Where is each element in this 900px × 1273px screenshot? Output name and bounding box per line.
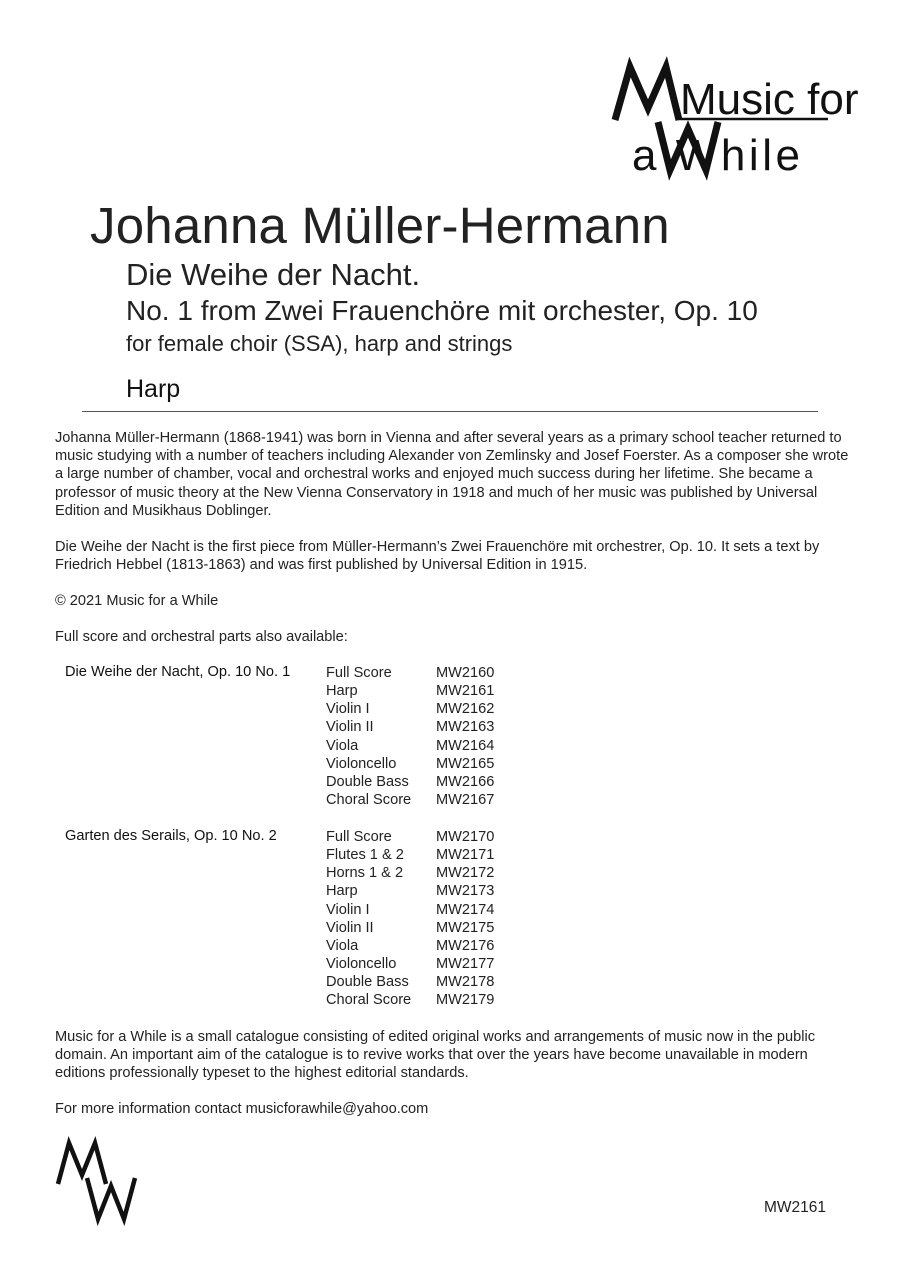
- catalogue-number-list: [436, 828, 494, 1010]
- logo-line2: a While: [632, 131, 800, 180]
- catalogue-number: MW2160: [436, 665, 495, 681]
- catalogue-part: Violin II: [326, 919, 374, 936]
- catalogue-part-list: [326, 828, 411, 1010]
- catalogue-part: Harp: [326, 683, 358, 700]
- catalogue-number: MW2178: [436, 974, 495, 991]
- work-source: No. 1 from Zwei Frauenchöre mit orchester, Op. 10: [126, 295, 758, 326]
- catalogue-number: MW2173: [436, 883, 495, 900]
- catalogue-number: MW2179: [436, 992, 495, 1009]
- catalogue-number: MW2166: [436, 773, 495, 790]
- catalogue-part: Choral Score: [326, 992, 412, 1009]
- catalogue-number: MW2174: [436, 901, 495, 918]
- catalogue-number: MW2172: [436, 865, 495, 882]
- catalogue-number: MW2175: [436, 919, 495, 936]
- catalogue-number: MW2176: [436, 937, 495, 954]
- work-description: Die Weihe der Nacht is the first piece from Müller-Hermann’s Zwei Frauenchöre mit orchestrer, Op. 10. It sets a text by Friedrich Hebbel (1813-1863) and was first published by Universal Edition in 1915.: [55, 539, 820, 574]
- copyright-notice: © 2021 Music for a While: [55, 593, 219, 609]
- catalogue-part: Viola: [326, 937, 359, 954]
- catalogue-number-list: [436, 664, 494, 809]
- catalogue-part: Double Bass: [326, 773, 409, 790]
- logo-line1: Music for: [680, 75, 859, 124]
- music-for-a-while-logo: [610, 62, 859, 182]
- contact-info: For more information contact musicforawhile@yahoo.com: [55, 1101, 429, 1117]
- catalogue-part: Choral Score: [326, 792, 412, 809]
- catalogue-part: Double Bass: [326, 974, 409, 991]
- catalogue-part: Full Score: [326, 665, 392, 681]
- catalogue-number: MW2177: [436, 956, 495, 973]
- catalogue-number: MW2162: [436, 701, 495, 718]
- catalogue-number: MW2171: [436, 847, 495, 864]
- catalogue-part: Violin I: [326, 901, 370, 918]
- catalogue-part-list: [326, 664, 411, 809]
- catalogue-group-title: Garten des Serails, Op. 10 No. 2: [65, 828, 277, 844]
- catalogue-number-footer: MW2161: [764, 1199, 827, 1216]
- work-scoring: for female choir (SSA), harp and strings: [126, 331, 513, 356]
- catalogue-part: Harp: [326, 883, 358, 900]
- catalogue-number: MW2163: [436, 719, 495, 736]
- catalogue-part: Violoncello: [326, 755, 397, 772]
- catalogue-part: Violoncello: [326, 956, 397, 973]
- work-title: Die Weihe der Nacht.: [126, 257, 421, 292]
- catalogue-part: Violin II: [326, 719, 374, 736]
- catalogue-part: Horns 1 & 2: [326, 865, 404, 882]
- composer-name: Johanna Müller-Hermann: [90, 197, 670, 254]
- catalogue-number: MW2170: [436, 829, 495, 845]
- catalogue-part: Violin I: [326, 701, 370, 718]
- header-divider: [82, 411, 818, 412]
- composer-biography: Johanna Müller-Hermann (1868-1941) was born in Vienna and after several years as a primary school teacher returned to music studying with a number of teachers including Alexander von Zemlinsky and Josef Foerster. As a composer she wrote a large number of chamber, vocal and orchestral works and enjoyed much success during her lifetime. She became a professor of music theory at the New Vienna Conservatory in 1918 and much of her music was published by Universal Edition and Musikhaus Doblinger.: [55, 430, 849, 519]
- catalogue-group-title: Die Weihe der Nacht, Op. 10 No. 1: [65, 664, 291, 680]
- catalogue-part: Full Score: [326, 829, 392, 845]
- catalogue-number: MW2167: [436, 792, 495, 809]
- part-name: Harp: [126, 375, 181, 403]
- catalogue-number: MW2165: [436, 755, 495, 772]
- availability-note: Full score and orchestral parts also available:: [55, 629, 348, 645]
- catalogue-number: MW2161: [436, 683, 495, 700]
- catalogue-description: Music for a While is a small catalogue consisting of edited original works and arrangements of music now in the public domain. An important aim of the catalogue is to revive works that over the years have become unavailable in modern editions professionally typeset to the highest editorial standards.: [55, 1029, 816, 1082]
- catalogue-part: Flutes 1 & 2: [326, 847, 404, 864]
- catalogue-part: Viola: [326, 737, 359, 754]
- catalogue-number: MW2164: [436, 737, 495, 754]
- mw-monogram-logo: [55, 1140, 143, 1222]
